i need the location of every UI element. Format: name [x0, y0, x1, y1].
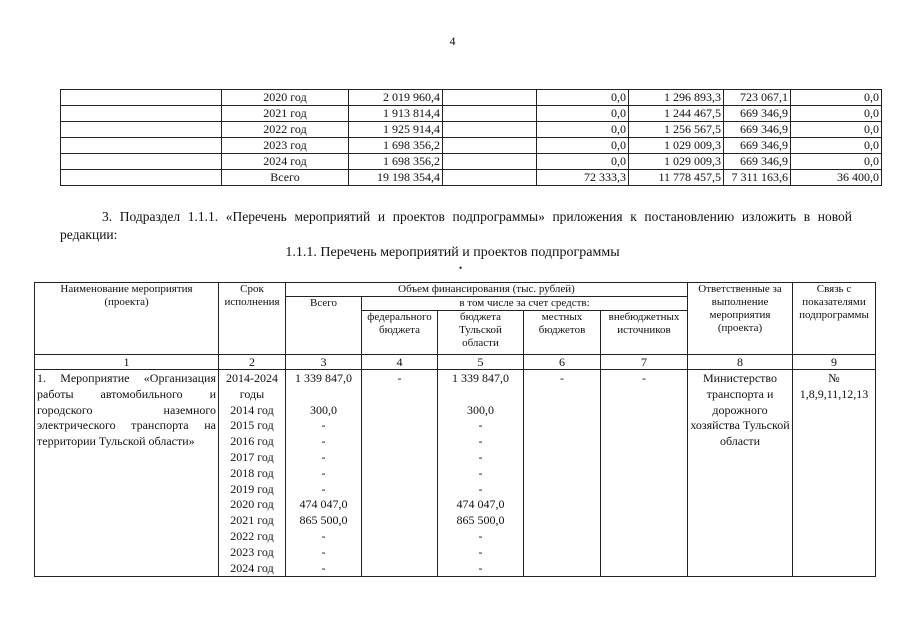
top-table-cell-total: 2 019 960,4	[349, 90, 443, 106]
section-subtitle: 1.1.1. Перечень мероприятий и проектов подпрограммы	[285, 245, 620, 260]
activity-regional	[438, 370, 524, 577]
top-table-row	[61, 122, 882, 138]
value-line: 865 500,0	[456, 513, 505, 528]
value-line: -	[560, 371, 564, 385]
top-table-cell-c4	[443, 122, 537, 138]
top-table-cell-year: 2021 год	[222, 106, 349, 122]
top-table-cell-c8: 0,0	[791, 90, 882, 106]
header-term: Срок исполнения	[219, 283, 286, 355]
value-line: -	[321, 528, 326, 543]
top-table-cell-c4	[443, 170, 537, 186]
column-number: 6	[524, 355, 601, 370]
value-line: 2024 год	[230, 560, 274, 575]
top-table-cell-c6: 1 029 009,3	[629, 154, 724, 170]
top-table-cell-total: 19 198 354,4	[349, 170, 443, 186]
top-table-cell-c8: 0,0	[791, 106, 882, 122]
top-table-cell-c4	[443, 154, 537, 170]
value-line: 474 047,0	[299, 497, 348, 512]
top-table-empty-cell	[61, 90, 222, 106]
value-line: -	[321, 449, 326, 464]
value-line: 300,0	[467, 402, 494, 417]
value-line: -	[321, 434, 326, 449]
top-table-cell-c7: 669 346,9	[724, 138, 791, 154]
value-line: -	[478, 465, 483, 480]
column-number: 4	[362, 355, 438, 370]
top-table-cell-c5: 72 333,3	[537, 170, 629, 186]
value-line: -	[478, 544, 483, 559]
value-line: -	[321, 481, 326, 496]
value-line: 2023 год	[230, 544, 274, 559]
column-number: 5	[438, 355, 524, 370]
top-table-cell-c5: 0,0	[537, 138, 629, 154]
top-table-cell-c7: 7 311 163,6	[724, 170, 791, 186]
value-line: 2020 год	[230, 497, 274, 512]
value-line: -	[478, 481, 483, 496]
top-table-cell-c5: 0,0	[537, 106, 629, 122]
amendment-paragraph: 3. Подраздел 1.1.1. «Перечень мероприятий и проектов подпрограммы» приложения к постановлению изложить в новой редакции:	[60, 209, 852, 242]
top-table-row	[61, 154, 882, 170]
top-table-cell-c4	[443, 90, 537, 106]
top-table-empty-cell	[61, 138, 222, 154]
link-indicators: 1,8,9,11,12,13	[799, 386, 869, 401]
top-table-cell-c7: 669 346,9	[724, 154, 791, 170]
header-extra: внебюджетных источников	[601, 311, 688, 355]
top-table-cell-year: 2023 год	[222, 138, 349, 154]
value-line: 2019 год	[230, 481, 274, 496]
value-line: 2016 год	[230, 434, 274, 449]
value-line: -	[478, 528, 483, 543]
top-table-cell-c8: 0,0	[791, 138, 882, 154]
activity-terms	[219, 370, 286, 577]
top-table-empty-cell	[61, 106, 222, 122]
value-line: -	[397, 371, 402, 385]
top-table-row	[61, 170, 882, 186]
top-table-empty-cell	[61, 154, 222, 170]
top-table-cell-c4	[443, 106, 537, 122]
top-table-cell-total: 1 698 356,2	[349, 154, 443, 170]
page-number: 4	[449, 34, 456, 48]
header-link: Связь с показателями подпрограммы	[793, 283, 876, 355]
column-number: 7	[601, 355, 688, 370]
value-line: 2014-2024	[226, 371, 278, 385]
column-number: 2	[219, 355, 286, 370]
value-line: -	[321, 418, 326, 433]
top-table-cell-c7: 669 346,9	[724, 106, 791, 122]
value-line: -	[642, 371, 646, 385]
top-table-row	[61, 106, 882, 122]
value-line: 300,0	[310, 402, 337, 417]
value-line: 474 047,0	[456, 497, 505, 512]
top-table-cell-year: 2022 год	[222, 122, 349, 138]
value-line: -	[478, 418, 483, 433]
top-table-cell-c5: 0,0	[537, 90, 629, 106]
value-line: -	[478, 560, 483, 575]
top-table-cell-c6: 1 256 567,5	[629, 122, 724, 138]
value-line: 2014 год	[230, 402, 274, 417]
top-table-cell-c5: 0,0	[537, 122, 629, 138]
top-table-empty-cell	[61, 122, 222, 138]
activity-responsible: Министерство транспорта и дорожного хозяйства Тульской области	[688, 370, 793, 577]
value-line: -	[478, 449, 483, 464]
top-table-cell-year: 2020 год	[222, 90, 349, 106]
value-line: 2021 год	[230, 513, 274, 528]
top-table-cell-c6: 1 296 893,3	[629, 90, 724, 106]
top-table-cell-c8: 0,0	[791, 122, 882, 138]
top-table-cell-c8: 36 400,0	[791, 170, 882, 186]
header-total: Всего	[286, 297, 362, 355]
value-line: -	[321, 465, 326, 480]
funding-continuation-table	[60, 89, 882, 186]
top-table-empty-cell	[61, 170, 222, 186]
activity-name: 1. Мероприятие «Организация работы автомобильного и городского наземного электрического транспорта на территории Тульской области»	[35, 370, 219, 577]
top-table-cell-c8: 0,0	[791, 154, 882, 170]
activity-federal	[362, 370, 438, 577]
top-table-cell-year: Всего	[222, 170, 349, 186]
value-line: 865 500,0	[299, 513, 348, 528]
value-line: -	[321, 560, 326, 575]
activity-extra	[601, 370, 688, 577]
value-line: 1 339 847,0	[452, 371, 509, 385]
top-table-cell-total: 1 698 356,2	[349, 138, 443, 154]
top-table-cell-year: 2024 год	[222, 154, 349, 170]
value-line: 1 339 847,0	[295, 371, 352, 385]
value-line: -	[478, 434, 483, 449]
header-local: местных бюджетов	[524, 311, 601, 355]
top-table-cell-c7: 723 067,1	[724, 90, 791, 106]
header-funding: Объем финансирования (тыс. рублей)	[286, 283, 688, 297]
value-line: годы	[239, 386, 265, 401]
value-line	[440, 387, 521, 403]
column-number: 9	[793, 355, 876, 370]
header-responsible: Ответственные за выполнение мероприятия (проекта)	[688, 283, 793, 355]
column-number: 1	[35, 355, 219, 370]
value-line: 2015 год	[230, 418, 274, 433]
activity-local	[524, 370, 601, 577]
top-table-cell-c7: 669 346,9	[724, 122, 791, 138]
top-table-cell-total: 1 913 814,4	[349, 106, 443, 122]
header-regional: бюджета Тульской области	[438, 311, 524, 355]
value-line: -	[321, 544, 326, 559]
link-number-sign: №	[828, 371, 840, 385]
value-line	[288, 387, 359, 403]
header-including: в том числе за счет средств:	[362, 297, 688, 311]
top-table-row	[61, 90, 882, 106]
value-line: 2022 год	[230, 528, 274, 543]
activity-totals	[286, 370, 362, 577]
value-line: 2018 год	[230, 465, 274, 480]
activity-link	[793, 370, 876, 577]
column-number: 8	[688, 355, 793, 370]
top-table-row	[61, 138, 882, 154]
top-table-cell-c5: 0,0	[537, 154, 629, 170]
dot-mark: •	[459, 263, 463, 273]
top-table-cell-c6: 11 778 457,5	[629, 170, 724, 186]
header-name: Наименование мероприятия (проекта)	[35, 283, 219, 355]
top-table-cell-c6: 1 029 009,3	[629, 138, 724, 154]
activities-table	[34, 282, 876, 577]
top-table-cell-total: 1 925 914,4	[349, 122, 443, 138]
top-table-cell-c6: 1 244 467,5	[629, 106, 724, 122]
top-table-cell-c4	[443, 138, 537, 154]
header-federal: федерального бюджета	[362, 311, 438, 355]
value-line: 2017 год	[230, 449, 274, 464]
column-number: 3	[286, 355, 362, 370]
